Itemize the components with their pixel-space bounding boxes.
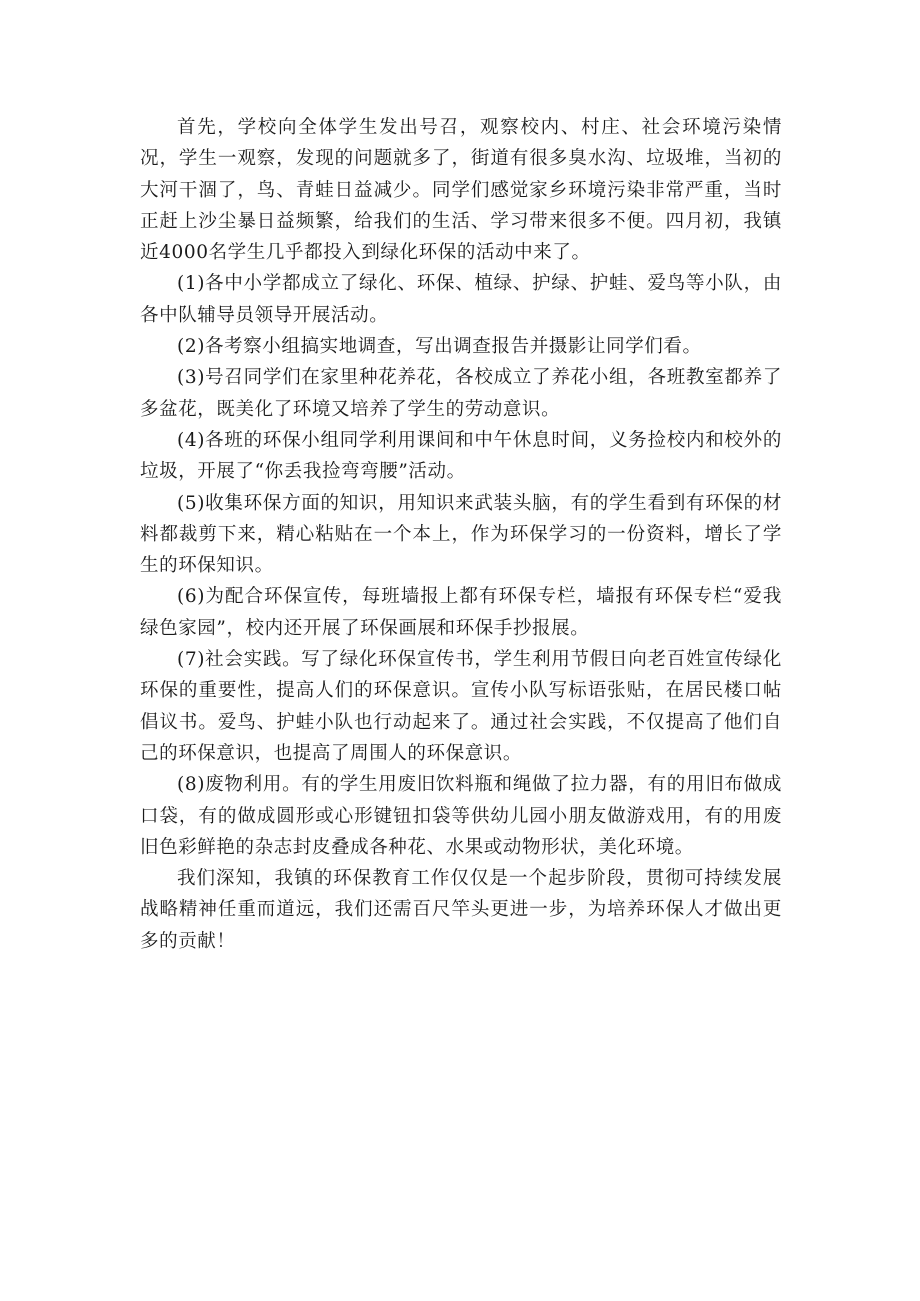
paragraph-item-8: (8)废物利用。有的学生用废旧饮料瓶和绳做了拉力器，有的用旧布做成口袋，有的做成圆形或心形键钮扣袋等供幼儿园小朋友做游戏用，有的用废旧色彩鲜艳的杂志封皮叠成各种花、水果或动物形状，美化环境。 xyxy=(140,774,782,858)
paragraph-conclusion: 我们深知，我镇的环保教育工作仅仅是一个起步阶段，贯彻可持续发展战略精神任重而道远，我们还需百尺竿头更进一步，为培养环保人才做出更多的贡献！ xyxy=(140,868,782,952)
paragraph-item-2: (2)各考察小组搞实地调查，写出调查报告并摄影让同学们看。 xyxy=(177,336,702,358)
paragraph-intro: 首先，学校向全体学生发出号召，观察校内、村庄、社会环境污染情况，学生一观察，发现的问题就多了，街道有很多臭水沟、垃圾堆，当初的大河干涸了，鸟、青蛙日益减少。同学们感觉家乡环境污染非常严重，当时正赶上沙尘暴日益频繁，给我们的生活、学习带来很多不便。四月初，我镇近4000名学生几乎都投入到绿化环保的活动中来了。 xyxy=(140,117,782,264)
paragraph-item-5: (5)收集环保方面的知识，用知识来武装头脑，有的学生看到有环保的材料都裁剪下来，精心粘贴在一个本上，作为环保学习的一份资料，增长了学生的环保知识。 xyxy=(140,492,782,577)
paragraph-item-3: (3)号召同学们在家里种花养花，各校成立了养花小组，各班教室都养了多盆花，既美化了环境又培养了学生的劳动意识。 xyxy=(140,367,782,420)
paragraph-item-4: (4)各班的环保小组同学利用课间和中午休息时间，义务捡校内和校外的垃圾，开展了“你丢我捡弯弯腰”活动。 xyxy=(140,429,782,483)
paragraph-item-6: (6)为配合环保宣传，每班墙报上都有环保专栏，墙报有环保专栏“爱我绿色家园”，校内还开展了环保画展和环保手抄报展。 xyxy=(140,586,782,639)
document-body xyxy=(140,112,782,957)
paragraph-item-1: (1)各中小学都成立了绿化、环保、植绿、护绿、护蛙、爱鸟等小队，由各中队辅导员领导开展活动。 xyxy=(140,273,782,326)
paragraph-item-7: (7)社会实践。写了绿化环保宣传书，学生利用节假日向老百姓宣传绿化环保的重要性，提高人们的环保意识。宣传小队写标语张贴，在居民楼口帖倡议书。爱鸟、护蛙小队也行动起来了。通过社会实践，不仅提高了他们自己的环保意识，也提高了周围人的环保意识。 xyxy=(140,649,782,764)
